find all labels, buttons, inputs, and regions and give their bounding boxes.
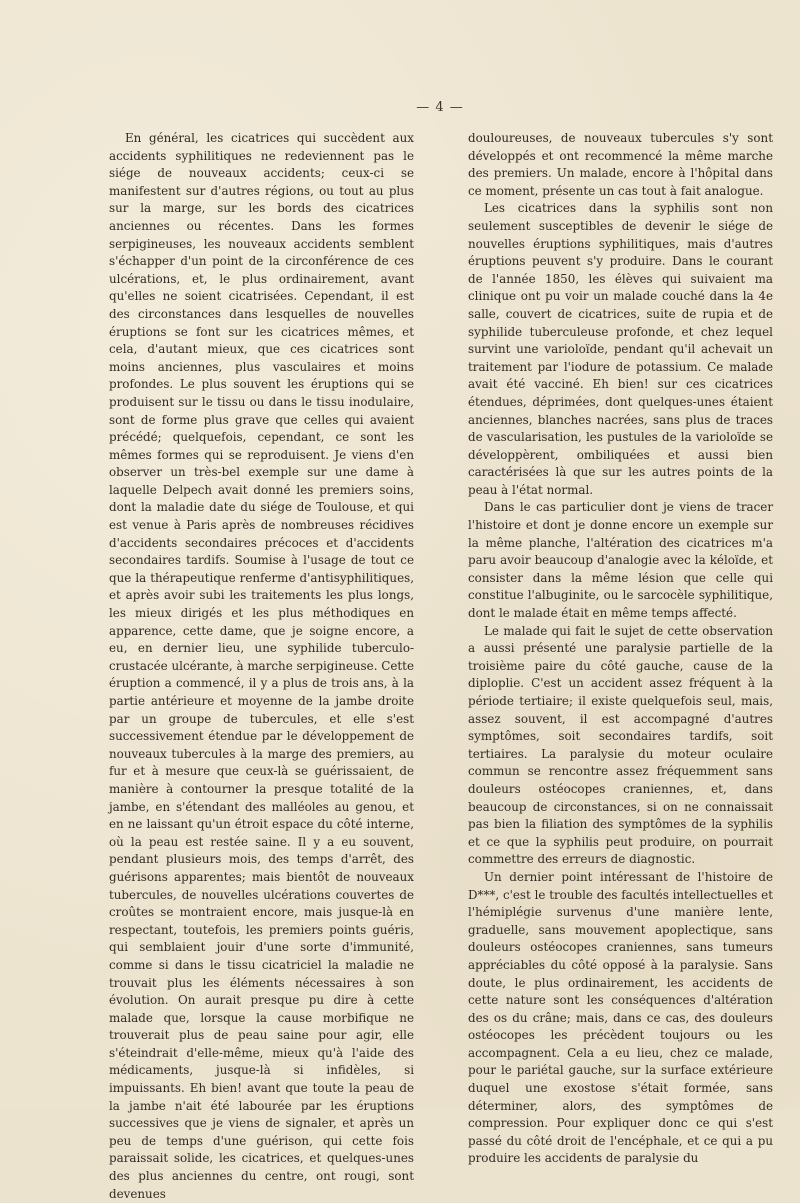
paragraph: Un dernier point intéressant de l'histoire de D***, c'est le trouble des facultés intellectuelles et l'hémiplégie survenus d'une manière lente, graduelle, sans mouvement apoplectique, sans douleurs ostéocopes craniennes, sans tumeurs appréciables du côté opposé à la paralysie. Sans doute, le plus ordinairement, les accidents de cette nature sont les conséquences d'altération des os du crâne; mais, dans ce cas, des douleurs ostéocopes les précèdent toujours ou les accompagnent. Cela a eu lieu, chez ce malade, pour le pariétal gauche, sur la surface extérieure duquel une exostose s'était formée, sans déterminer, alors, des symptômes de compression. Pour expliquer donc ce qui s'est passé du côté droit de l'encéphale, et ce qui a pu produire les accidents de paralysie du [468, 869, 773, 1166]
paragraph: Dans le cas particulier dont je viens de tracer l'histoire et dont je donne encore un exemple sur la même planche, l'altération des cicatrices m'a paru avoir beaucoup d'analogie avec la kéloïde, et consister dans la même lésion que celle qui constitue l'albuginite, ou le sarcocèle syphilitique, dont le malade était en même temps affecté. [468, 500, 773, 621]
right-column [468, 130, 773, 1168]
left-column [109, 130, 414, 1203]
paragraph: Les cicatrices dans la syphilis sont non seulement susceptibles de devenir le siége de nouvelles éruptions syphilitiques, mais d'autres éruptions peuvent s'y produire. Dans le courant de l'année 1850, les élèves qui suivaient ma clinique ont pu voir un malade couché dans la 4e salle, couvert de cicatrices, suite de rupia et de syphilide tuberculeuse profonde, et chez lequel survint une varioloïde, pendant qu'il achevait un traitement par l'iodure de potassium. Ce malade avait été vacciné. Eh bien! sur ces cicatrices étendues, déprimées, dont quelques-unes étaient anciennes, blanches nacrées, sans plus de traces de vascularisation, les pustules de la varioloïde se développèrent, ombiliquées et aussi bien caractérisées là que sur les autres points de la peau à l'état normal. [468, 201, 773, 497]
page-number: — 4 — [416, 100, 464, 115]
paragraph: En général, les cicatrices qui succèdent aux accidents syphilitiques ne redeviennent pas le siége de nouveaux accidents; ceux-ci se manifestent sur d'autres régions, ou tout au plus sur la marge, sur les bords des cicatrices anciennes ou récentes. Dans les formes serpigineuses, les nouveaux accidents semblent s'échapper d'un point de la circonférence de ces ulcérations, et, le plus ordinairement, avant qu'elles ne soient cicatrisées. Cependant, il est des circonstances dans lesquelles de nouvelles éruptions se font sur les cicatrices mêmes, et cela, d'autant mieux, que ces cicatrices sont moins anciennes, plus vasculaires et moins profondes. Le plus souvent les éruptions qui se produisent sur le tissu ou dans le tissu inodulaire, sont de forme plus grave que celles qui avaient précédé; quelquefois, cependant, ce sont les mêmes formes qui se reproduisent. Je viens d'en observer un très-bel exemple sur une dame à laquelle Delpech avait donné les premiers soins, dont la maladie date du siége de Toulouse, et qui est venue à Paris après de nombreuses récidives d'accidents secondaires précoces et d'accidents secondaires tardifs. Soumise à l'usage de tout ce que la thérapeutique renferme d'antisyphilitiques, et après avoir subi les traitements les plus longs, les mieux dirigés et les plus méthodiques en apparence, cette dame, que je soigne encore, a eu, en dernier lieu, une syphilide tuberculo-crustacée ulcérante, à marche serpigineuse. Cette éruption a commencé, il y a plus de trois ans, à la partie antérieure et moyenne de la jambe droite par un groupe de tubercules, et elle s'est successivement étendue par le développement de nouveaux tubercules à la marge des premiers, au fur et à mesure que ceux-là se guérissaient, de manière à contourner la presque totalité de la jambe, en s'étendant des malléoles au genou, et en ne laissant qu'un étroit espace du côté interne, où la peau est restée saine. Il y a eu souvent, pendant plusieurs mois, des temps d'arrêt, des guérisons apparentes; mais bientôt de nouveaux tubercules, de nouvelles ulcérations couvertes de croûtes se montraient encore, mais jusque-là en respectant, toutefois, les premiers points guéris, qui semblaient jouir d'une sorte d'immunité, comme si dans le tissu cicatriciel la maladie ne trouvait plus les éléments nécessaires à son évolution. On aurait presque pu dire à cette malade que, lorsque la cause morbifique ne trouverait plus de peau saine pour agir, elle s'éteindrait d'elle-même, mieux qu'à l'aide des médicaments, jusque-là si infidèles, si impuissants. Eh bien! avant que toute la peau de la jambe n'ait été labourée par les éruptions successives que je viens de signaler, et après un peu de temps d'une guérison, qui cette fois paraissait solide, les cicatrices, et quelques-unes des plus anciennes du centre, ont rougi, sont devenues [109, 131, 414, 1201]
paragraph: Le malade qui fait le sujet de cette observation a aussi présenté une paralysie partielle de la troisième paire du côté gauche, cause de la diploplie. C'est un accident assez fréquent à la période tertiaire; il existe quelquefois seul, mais, assez souvent, il est accompagné d'autres symptômes, soit secondaires tardifs, soit tertiaires. La paralysie du moteur oculaire commun se rencontre assez fréquemment sans douleurs ostéocopes craniennes, et, dans beaucoup de circonstances, si on ne connaissait pas bien la filiation des symptômes de la syphilis et ce que la syphilis peut produire, on pourrait commettre des erreurs de diagnostic. [468, 623, 773, 867]
paragraph: douloureuses, de nouveaux tubercules s'y sont développés et ont recommencé la même marche des premiers. Un malade, encore à l'hôpital dans ce moment, présente un cas tout à fait analogue. [468, 131, 773, 198]
